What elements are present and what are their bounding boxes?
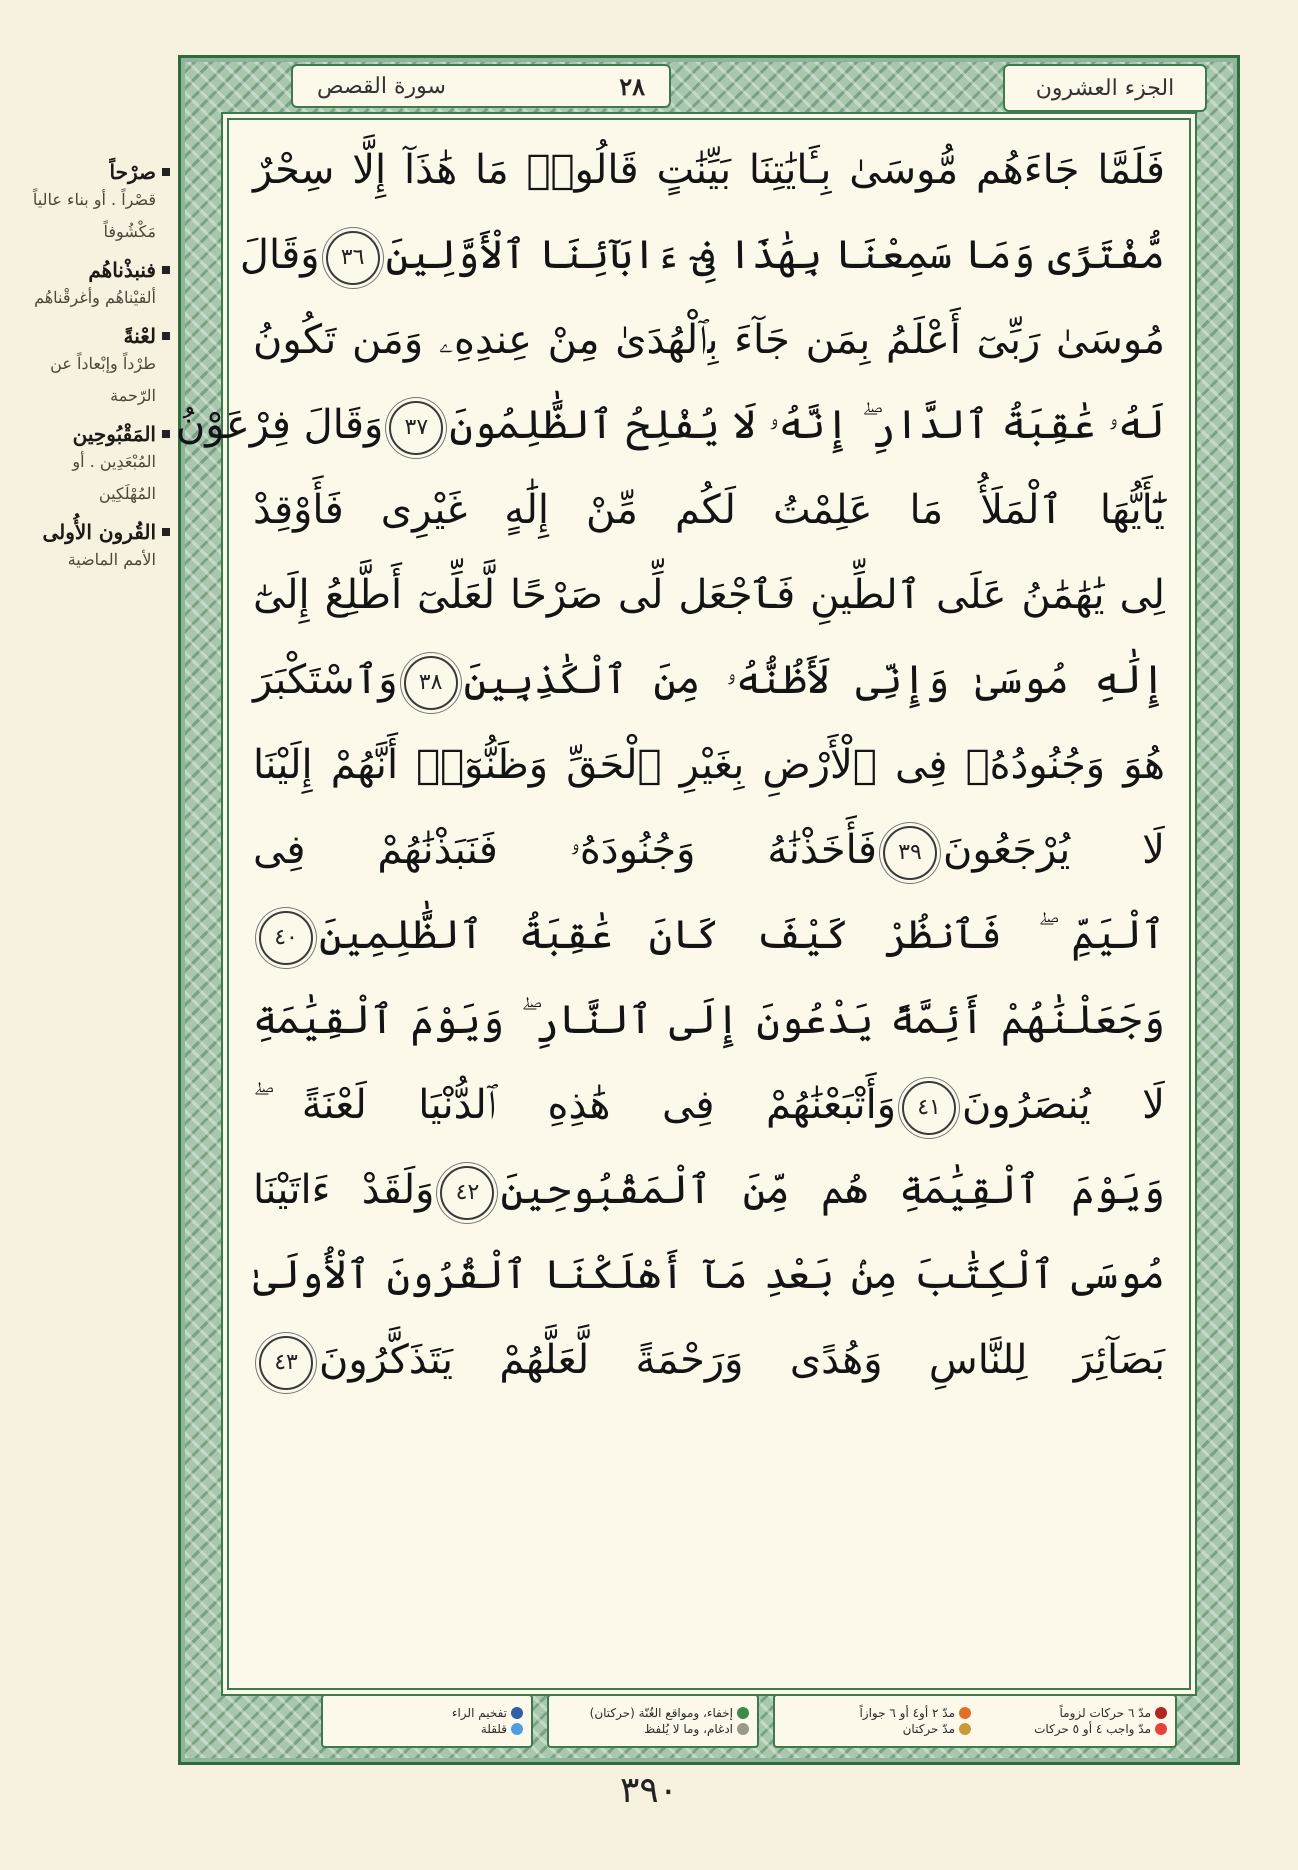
glossary-definition: المُبْعَدِين . أو المُهْلَكِين [72, 452, 156, 503]
verse-text: وَقَالَ [239, 232, 320, 278]
glossary-entry [20, 324, 170, 412]
legend-madd [773, 1694, 1177, 1748]
bullet-square-icon [162, 528, 170, 536]
ayah-number-marker: ٣٧ [389, 401, 443, 455]
legend-label: قلقلة [480, 1722, 507, 1736]
glossary-definition: طرْداً وإبْعاداً عن الرّحمة [50, 354, 156, 405]
juz-name: الجزء العشرون [1035, 75, 1175, 101]
verse-line [253, 553, 1165, 638]
verse-line [253, 1148, 1165, 1233]
color-dot-icon [1155, 1707, 1167, 1719]
glossary-word [20, 258, 170, 282]
legend-ghunna [547, 1694, 759, 1748]
bullet-square-icon [162, 266, 170, 274]
legend-item [557, 1706, 749, 1720]
margin-glossary [20, 160, 170, 586]
bullet-square-icon [162, 332, 170, 340]
glossary-definition: ألقيْناهُم وأغرقْناهُم [34, 288, 156, 307]
ayah-number-marker: ٤٣ [259, 1336, 313, 1390]
verse-line [253, 298, 1165, 383]
verse-text: وَٱسْتَكْبَرَ [253, 657, 398, 703]
verse-line [253, 893, 1165, 978]
glossary-word-text: المَقْبُوحِين [72, 422, 156, 446]
verse-text: يَٰٓأَيُّهَا ٱلْمَلَأُ مَا عَلِمْتُ لَكُم مِّنْ إِلَٰهٍ غَيْرِى فَأَوْقِدْ [253, 487, 1165, 533]
glossary-definition: الأمم الماضية [67, 550, 156, 569]
glossary-word [20, 520, 170, 544]
tajweed-legend [321, 1694, 1177, 1748]
juz-header [1003, 64, 1207, 112]
verse-text: مُوسَىٰ رَبِّىٓ أَعْلَمُ بِمَن جَآءَ بِٱلْهُدَىٰ مِنْ عِندِهِۦ وَمَن تَكُونُ [253, 317, 1165, 363]
verse-text: وَقَالَ فِرْعَوْنُ [175, 402, 384, 448]
legend-item [331, 1722, 523, 1736]
ayah-number-marker: ٣٨ [404, 656, 458, 710]
legend-label: مدّ واجب ٤ أو ٥ حركات [1034, 1722, 1151, 1736]
legend-item [331, 1706, 523, 1720]
ayah-number-marker: ٣٦ [326, 231, 380, 285]
color-dot-icon [737, 1723, 749, 1735]
verses-block [175, 128, 1166, 1672]
verse-text: وَيَوْمَ ٱلْقِيَٰمَةِ هُم مِّنَ ٱلْمَقْبُوحِينَ [500, 1167, 1165, 1213]
ayah-number-marker: ٤١ [902, 1081, 956, 1135]
legend-label: مدّ حركتان [902, 1722, 955, 1736]
verse-line [253, 978, 1165, 1063]
color-dot-icon [737, 1707, 749, 1719]
verse-text: إِلَٰهِ مُوسَىٰ وَإِنِّى لَأَظُنُّهُۥ مِنَ ٱلْكَٰذِبِينَ [463, 657, 1165, 703]
page-frame [175, 55, 1240, 1765]
surah-name: سورة القصص [317, 73, 446, 99]
verse-text: فَلَمَّا جَاءَهُم مُّوسَىٰ بِـَٔايَٰتِنَا بَيِّنَٰتٍ قَالُوا۟ مَا هَٰذَآ إِلَّا سِحْرٌ [253, 147, 1165, 193]
legend-item [979, 1722, 1167, 1736]
glossary-word-text: القُرون الأُولى [42, 520, 156, 544]
glossary-word-text: فنبذْناهُم [88, 258, 156, 282]
verse-line [239, 213, 1165, 298]
verse-text: ٱلْيَمِّ ۖ فَٱنظُرْ كَيْفَ كَانَ عَٰقِبَةُ ٱلظَّٰلِمِينَ [319, 912, 1165, 958]
verse-text: هُوَ وَجُنُودُهُۥ فِى ٱلْأَرْضِ بِغَيْرِ ٱلْحَقِّ وَظَنُّوٓا۟ أَنَّهُمْ إِلَيْنَا [253, 742, 1165, 788]
legend-label: إخفاء، ومواقع الغُنّة (حركتان) [589, 1706, 733, 1720]
color-dot-icon [959, 1707, 971, 1719]
glossary-word-text: لعْنةً [123, 324, 156, 348]
glossary-entry [20, 258, 170, 314]
glossary-entry [20, 422, 170, 510]
legend-label: مدّ ٢ أو٤ أو ٦ جوازاً [859, 1706, 955, 1720]
glossary-word-text: صرْحاً [109, 160, 156, 184]
verse-text: وَجَعَلْنَٰهُمْ أَئِمَّةً يَدْعُونَ إِلَى ٱلنَّارِ ۖ وَيَوْمَ ٱلْقِيَٰمَةِ [253, 997, 1165, 1043]
surah-number: ٢٨ [619, 71, 645, 101]
verse-text: لَا يُنصَرُونَ [962, 1082, 1165, 1128]
bullet-square-icon [162, 430, 170, 438]
ayah-number-marker: ٤٢ [440, 1166, 494, 1220]
color-dot-icon [1155, 1723, 1167, 1735]
glossary-word [20, 160, 170, 184]
page-number: ٣٩٠ [619, 1770, 678, 1811]
verse-text: لِى يَٰهَٰمَٰنُ عَلَى ٱلطِّينِ فَٱجْعَل لِّى صَرْحًا لَّعَلِّىٓ أَطَّلِعُ إِلَىٰٓ [253, 572, 1165, 618]
verse-line [253, 468, 1165, 553]
color-dot-icon [511, 1707, 523, 1719]
verse-text: فَأَخَذْنَٰهُ وَجُنُودَهُۥ فَنَبَذْنَٰهُمْ فِى [253, 827, 877, 873]
verse-line [253, 723, 1165, 808]
verse-line [253, 1318, 1165, 1403]
verse-text: وَلَقَدْ ءَاتَيْنَا [253, 1167, 435, 1213]
glossary-word [20, 324, 170, 348]
verse-line [253, 1063, 1165, 1148]
verse-line [253, 638, 1165, 723]
verse-line [175, 383, 1165, 468]
verse-text: مُّفْتَرًى وَمَا سَمِعْنَا بِهَٰذَا فِىٓ ءَابَآئِنَا ٱلْأَوَّلِينَ [385, 232, 1165, 278]
glossary-entry [20, 160, 170, 248]
legend-item [783, 1706, 971, 1720]
legend-item [783, 1722, 971, 1736]
verse-line [253, 808, 1165, 893]
verse-line [253, 1233, 1165, 1318]
glossary-definition: قصْراً . أو بناء عالياً مَكْشُوفاً [32, 190, 156, 241]
verse-text: لَهُۥ عَٰقِبَةُ ٱلدَّارِ ۖ إِنَّهُۥ لَا يُفْلِحُ ٱلظَّٰلِمُونَ [449, 402, 1165, 448]
color-dot-icon [959, 1723, 971, 1735]
verse-text: بَصَآئِرَ لِلنَّاسِ وَهُدًى وَرَحْمَةً لَّعَلَّهُمْ يَتَذَكَّرُونَ [319, 1337, 1166, 1383]
verse-text: لَا يُرْجَعُونَ [942, 827, 1165, 873]
verse-text: وَأَتْبَعْنَٰهُمْ فِى هَٰذِهِ ٱلدُّنْيَا لَعْنَةً ۖ [253, 1082, 897, 1128]
legend-label: ادغام، وما لا يُلفظ [644, 1722, 733, 1736]
legend-label: تفخيم الراء [451, 1706, 507, 1720]
legend-item [979, 1706, 1167, 1720]
verse-line [253, 128, 1165, 213]
ayah-number-marker: ٤٠ [259, 911, 313, 965]
ayah-number-marker: ٣٩ [883, 826, 937, 880]
legend-other [321, 1694, 533, 1748]
bullet-square-icon [162, 168, 170, 176]
legend-item [557, 1722, 749, 1736]
legend-label: مدّ ٦ حركات لزوماً [1059, 1706, 1151, 1720]
glossary-entry [20, 520, 170, 576]
glossary-word [20, 422, 170, 446]
surah-header [291, 64, 671, 108]
color-dot-icon [511, 1723, 523, 1735]
verse-text: مُوسَى ٱلْكِتَٰبَ مِنۢ بَعْدِ مَآ أَهْلَكْنَا ٱلْقُرُونَ ٱلْأُولَىٰ [253, 1252, 1165, 1298]
